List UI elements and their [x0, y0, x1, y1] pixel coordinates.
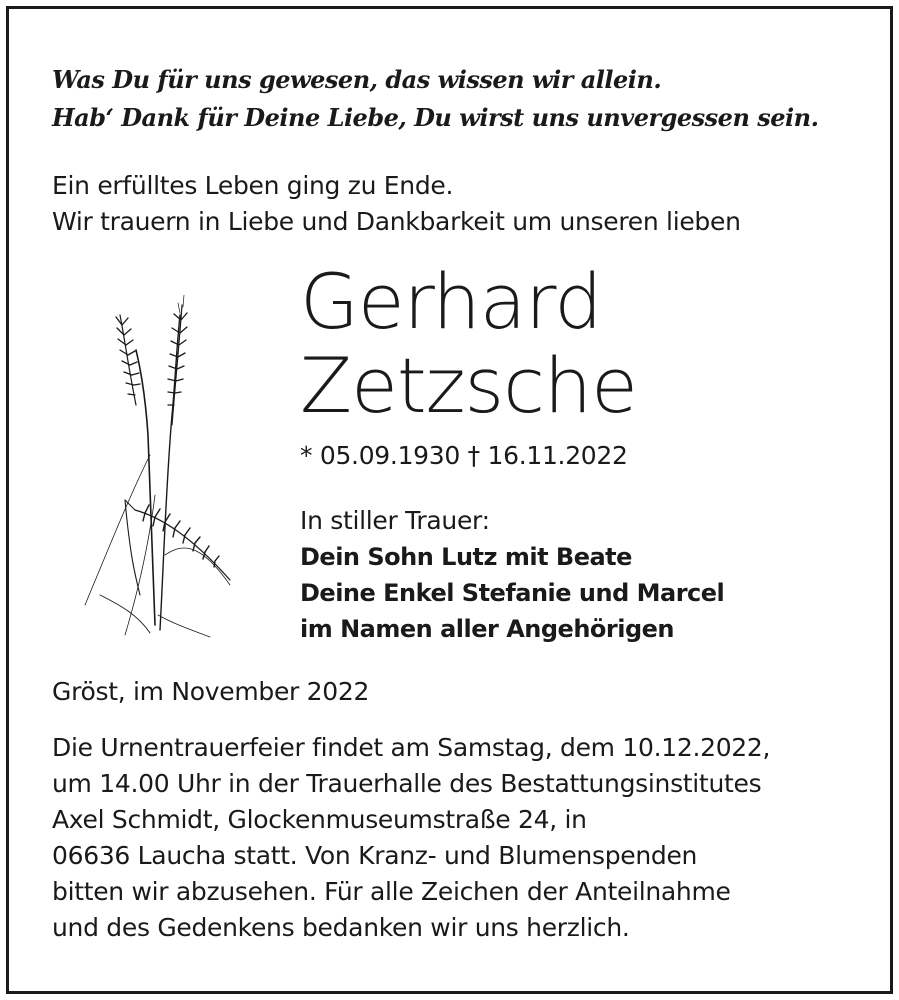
mourner-name: Deine Enkel Stefanie und Marcel	[300, 579, 725, 607]
life-dates: * 05.09.1930 † 16.11.2022	[300, 441, 628, 470]
service-details	[52, 730, 770, 946]
mourner-name: Dein Sohn Lutz mit Beate	[300, 543, 632, 571]
quote-line-1: Was Du für uns gewesen, das wissen wir allein.	[52, 65, 662, 94]
service-line: und des Gedenkens bedanken wir uns herzlich.	[52, 913, 630, 942]
service-line: um 14.00 Uhr in der Trauerhalle des Bestattungsinstitutes	[52, 769, 762, 798]
service-line: Die Urnentrauerfeier findet am Samstag, dem 10.12.2022,	[52, 733, 771, 762]
quote-line-2: Hab‘ Dank für Deine Liebe, Du wirst uns unvergessen sein.	[52, 103, 819, 132]
deceased-first-name: Gerhard	[300, 257, 602, 346]
wheat-ears-icon	[80, 295, 240, 645]
deceased-last-name: Zetzsche	[300, 341, 637, 430]
intro-text	[52, 168, 741, 240]
intro-line-2: Wir trauern in Liebe und Dankbarkeit um unseren lieben	[52, 207, 741, 236]
place-date: Gröst, im November 2022	[52, 677, 370, 706]
service-line: bitten wir abzusehen. Für alle Zeichen der Anteilnahme	[52, 877, 731, 906]
mourners-block	[300, 503, 724, 647]
service-line: Axel Schmidt, Glockenmuseumstraße 24, in	[52, 805, 587, 834]
intro-line-1: Ein erfülltes Leben ging zu Ende.	[52, 171, 454, 200]
service-line: 06636 Laucha statt. Von Kranz- und Blumenspenden	[52, 841, 698, 870]
mourners-heading: In stiller Trauer:	[300, 506, 490, 535]
mourner-name: im Namen aller Angehörigen	[300, 615, 675, 643]
